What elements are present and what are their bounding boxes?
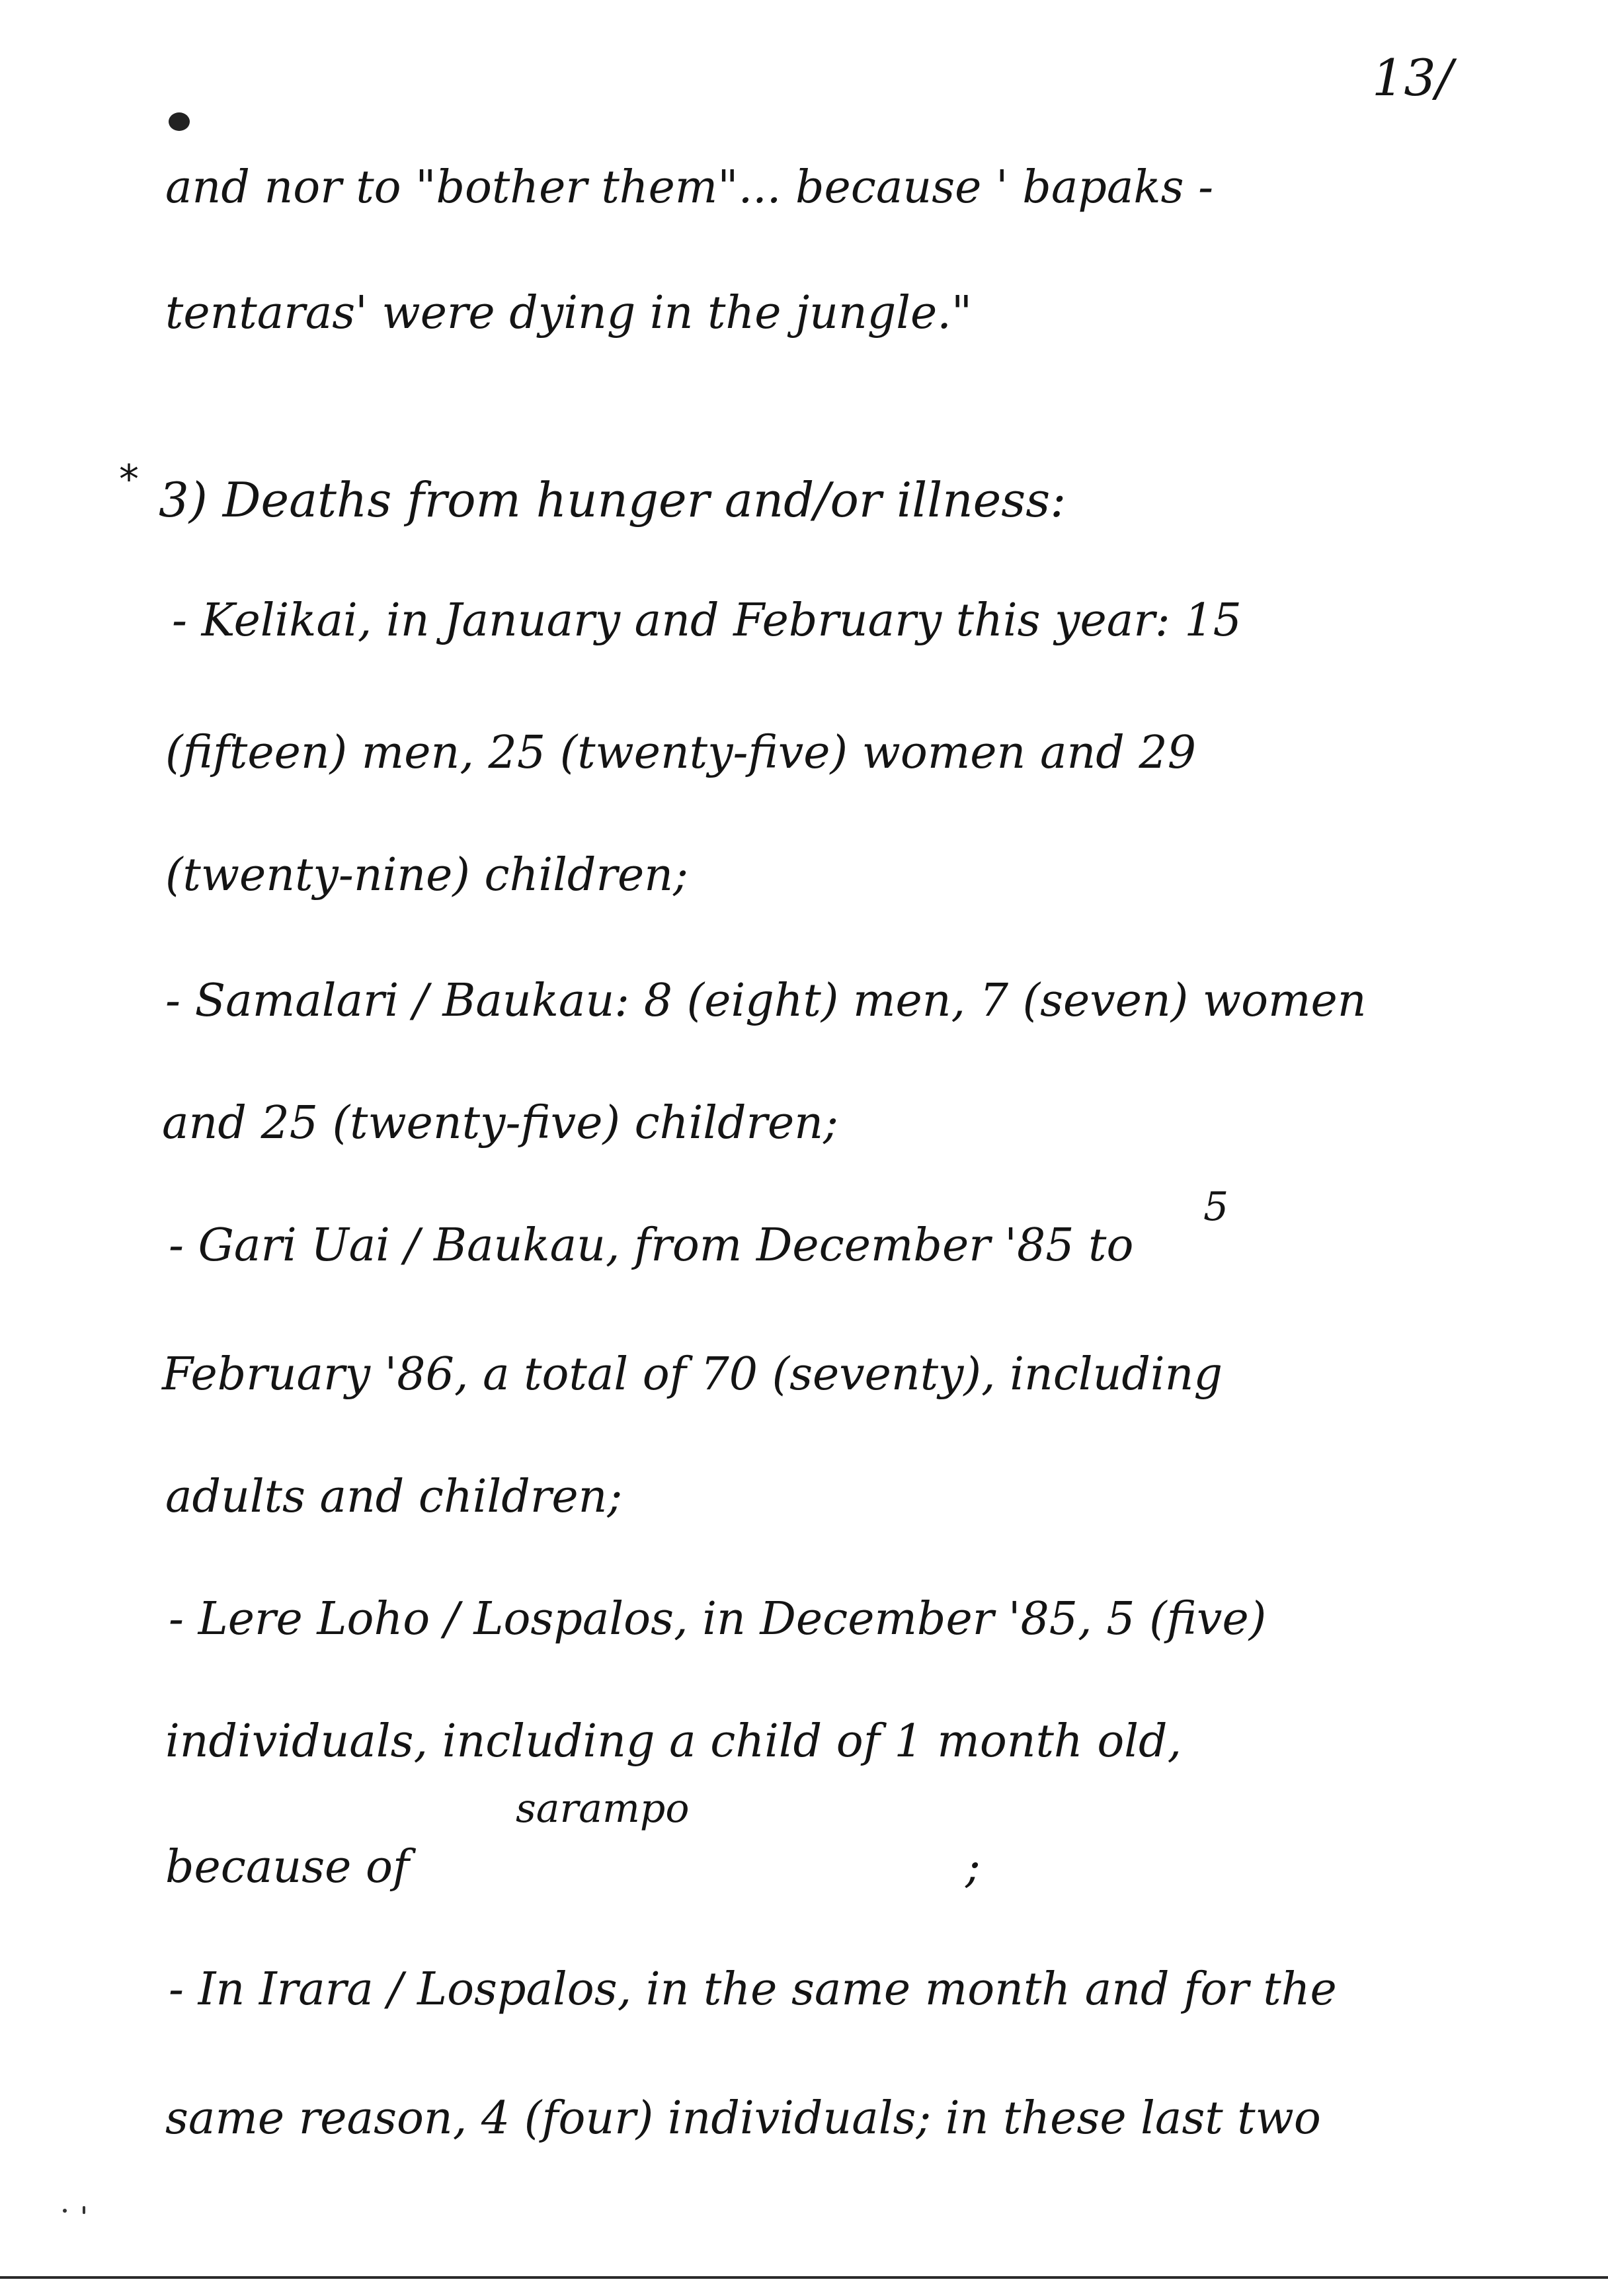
- section-heading: 3) Deaths from hunger and/or illness:: [159, 472, 1066, 528]
- text-line-13: individuals, including a child of 1 month old,: [165, 1715, 1182, 1768]
- text-line-5: (fifteen) men, 25 (twenty-five) women and 29: [165, 727, 1196, 779]
- text-line-14: because of: [165, 1841, 410, 1893]
- text-line-8: and 25 (twenty-five) children;: [162, 1097, 838, 1149]
- asterisk-margin-mark: *: [119, 456, 139, 503]
- text-line-16: same reason, 4 (four) individuals; in these last two: [165, 2092, 1321, 2145]
- text-line-15: - In Irara / Lospalos, in the same month and for the: [169, 1963, 1337, 2016]
- insertion-word: sarampo: [516, 1785, 690, 1832]
- text-line-9: - Gari Uai / Baukau, from December '85 to: [169, 1219, 1134, 1272]
- text-line-10: February '86, a total of 70 (seventy), including: [162, 1348, 1223, 1401]
- scribble-mark-icon: [169, 112, 190, 131]
- text-line-1: and nor to "bother them"... because ' bapaks -: [165, 161, 1214, 214]
- text-line-4: - Kelikai, in January and February this year: 15: [172, 594, 1242, 647]
- text-line-7: - Samalari / Baukau: 8 (eight) men, 7 (seven) women: [165, 975, 1367, 1027]
- ink-speck: [63, 2209, 67, 2213]
- insertion-semicolon: ;: [965, 1841, 981, 1893]
- ink-speck: [83, 2206, 85, 2214]
- text-line-11: adults and children;: [165, 1471, 623, 1523]
- page-bottom-edge: [0, 2276, 1608, 2279]
- correction-digit: 5: [1203, 1184, 1229, 1230]
- text-line-6: (twenty-nine) children;: [165, 849, 688, 901]
- text-line-2: tentaras' were dying in the jungle.": [165, 287, 973, 339]
- text-line-12: - Lere Loho / Lospalos, in December '85, 5 (five): [169, 1593, 1267, 1645]
- page-number: 13/: [1372, 48, 1453, 107]
